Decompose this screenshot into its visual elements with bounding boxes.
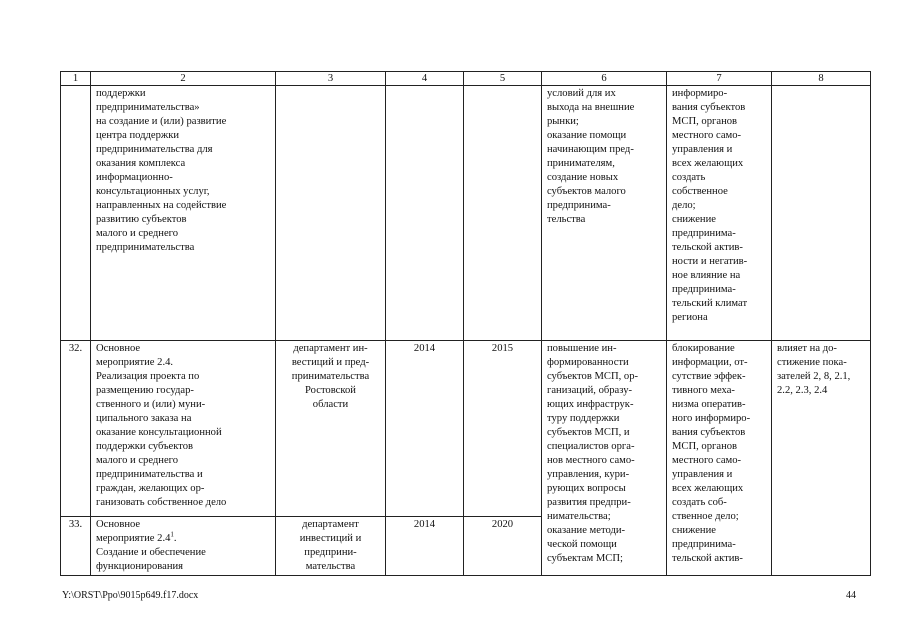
cont-start-cell — [386, 86, 464, 341]
header-cell-5: 5 — [464, 72, 542, 86]
cont-result-cell: условий для их выхода на внешние рынки; оказание помощи начинающим пред- принимателям, создание новых субъектов малого предпринима- тельства — [542, 86, 667, 341]
row-end-year: 2020 — [464, 517, 542, 576]
cont-end-cell — [464, 86, 542, 341]
row-description — [91, 517, 276, 576]
row-number: 33. — [61, 517, 91, 576]
row-expected-result: повышение ин- формированности субъектов МСП, ор- ганизаций, образу- ющих инфраструк- туру поддержки субъектов МСП, и специалистов орга- нов местного само- управления, кури- рующих вопросы развития предпри- нимательства; оказание методи- ческой помощи субъектам МСП; — [542, 341, 667, 576]
table-row — [61, 341, 871, 517]
header-cell-4: 4 — [386, 72, 464, 86]
cont-consequence-cell: информиро- вания субъектов МСП, органов местного само- управления и всех желающих создать собственное дело; снижение предпринима- тельской актив- ности и негатив- ное влияние на предпринима- тельский климат региона — [667, 86, 772, 341]
row-number: 32. — [61, 341, 91, 517]
row-description-line2: мероприятие 2.4 — [96, 533, 171, 544]
header-cell-7: 7 — [667, 72, 772, 86]
document-table — [60, 71, 871, 576]
row-executor: департамент ин- вестиций и пред- принимательства Ростовской области — [276, 341, 386, 517]
row-start-year: 2014 — [386, 341, 464, 517]
continuation-row — [61, 86, 871, 341]
footnote-mark: 1 — [170, 530, 174, 539]
header-cell-2: 2 — [91, 72, 276, 86]
file-path: Y:\ORST\Ppo\9015p649.f17.docx — [62, 590, 199, 601]
row-executor: департамент инвестиций и предприни- мательства — [276, 517, 386, 576]
row-description-rest: Создание и обеспечение функционирования — [96, 547, 206, 572]
header-cell-1: 1 — [61, 72, 91, 86]
row-indicator-link: влияет на до- стижение пока- зателей 2, 8, 2.1, 2.2, 2.3, 2.4 — [772, 341, 871, 576]
header-cell-3: 3 — [276, 72, 386, 86]
row-description: Основное мероприятие 2.4. Реализация проекта по размещению государ- ственного и (или) муни- ципального заказа на оказание консультационной поддержки субъектов малого и среднего предпринимательства и граждан, желающих ор- ганизовать собственное дело — [91, 341, 276, 517]
cont-executor-cell — [276, 86, 386, 341]
cont-number-cell — [61, 86, 91, 341]
row-start-year: 2014 — [386, 517, 464, 576]
row-description-line2-end: . — [173, 533, 177, 544]
row-description-line1: Основное — [96, 519, 141, 530]
header-row — [61, 72, 871, 86]
header-cell-8: 8 — [772, 72, 871, 86]
cont-link-cell — [772, 86, 871, 341]
page-number: 44 — [846, 590, 856, 601]
row-consequences: блокирование информации, от- сутствие эффек- тивного меха- низма оператив- ного информиро- вания субъектов МСП, органов местного само- управления и всех желающих создать соб- ственное дело; снижение предпринима- тельской актив- — [667, 341, 772, 576]
row-end-year: 2015 — [464, 341, 542, 517]
header-cell-6: 6 — [542, 72, 667, 86]
cont-description-cell: поддержки предпринимательства» на создание и (или) развитие центра поддержки предпринимательства для оказания комплекса информационно- консультационных услуг, направленных на содействие развитию субъектов малого и среднего предпринимательства — [91, 86, 276, 341]
